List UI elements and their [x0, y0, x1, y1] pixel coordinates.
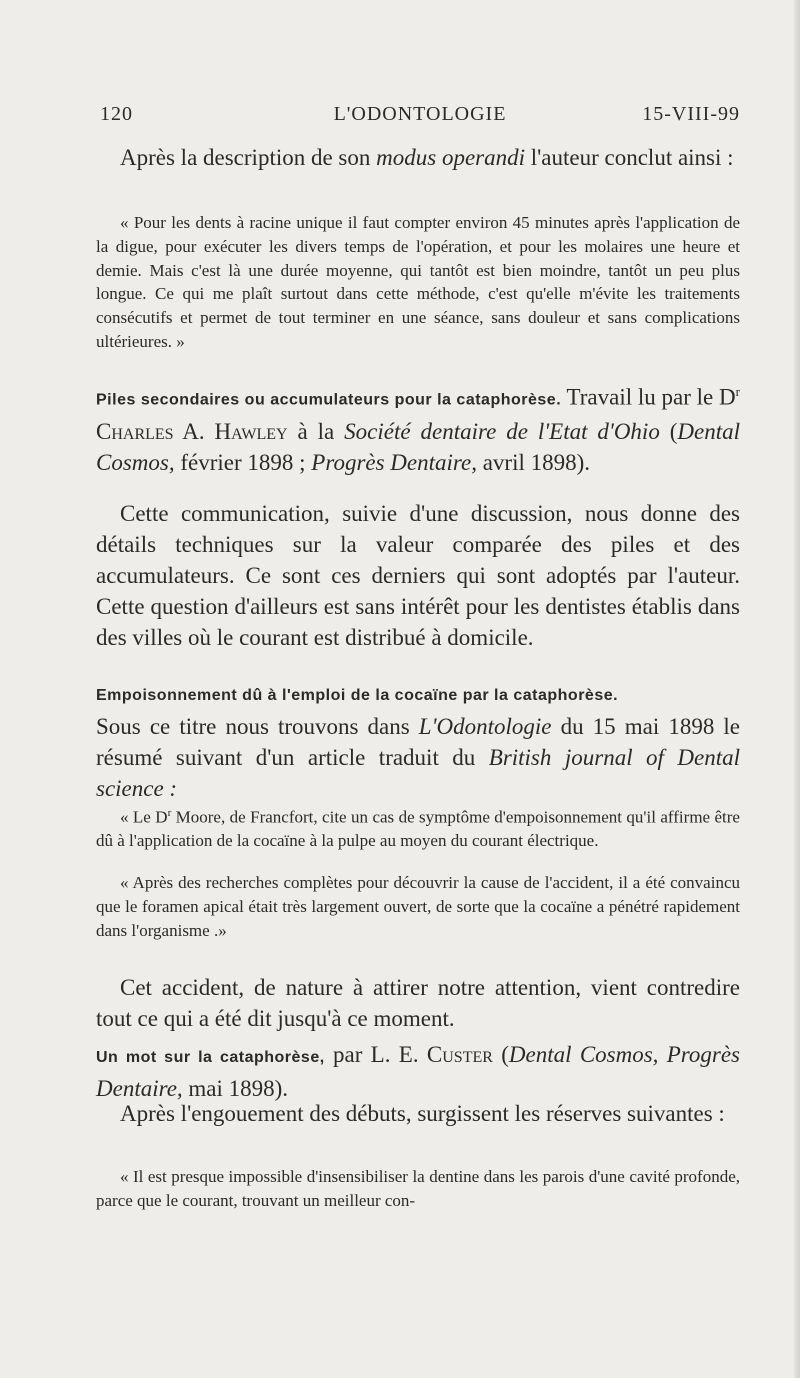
text: (: [659, 418, 678, 444]
text: février 1898 ;: [174, 449, 312, 475]
author-name: Custer: [426, 1042, 493, 1067]
author-name: Charles A. Hawley: [96, 418, 288, 444]
text: l'auteur conclut ainsi :: [525, 145, 734, 170]
text: Moore, de Francfort, cite un cas de symptôme d'empoisonnement qu'il affirme être dû à l'application de la cocaïne à la pulpe au moyen du courant électrique.: [96, 807, 740, 851]
quote-paragraph: « Il est presque impossible d'insensibiliser la dentine dans les parois d'une cavité profonde, parce que le courant, trouvant un meilleur con-: [96, 1167, 740, 1210]
text: par L. E.: [324, 1042, 427, 1067]
text: Travail lu par le D: [561, 384, 736, 410]
body-paragraph: Après l'engouement des débuts, surgissent les réserves suivantes :: [120, 1101, 725, 1126]
body-paragraph: Cet accident, de nature à attirer notre attention, vient contredire tout ce qui a été dit jusqu'à ce moment.: [96, 975, 740, 1031]
superscript: r: [167, 807, 172, 819]
text: du 15 mai 1898 le résumé suivant d'un article traduit du: [96, 714, 740, 770]
quote-paragraph: [96, 802, 740, 853]
italic-text: Dental Cosmos, Progrès Dentaire,: [96, 1042, 740, 1101]
text: Après la description de son: [120, 145, 377, 170]
page-edge: [794, 0, 800, 1378]
intro-paragraph: [96, 142, 740, 173]
italic-text: British journal of Dental science :: [96, 745, 740, 801]
italic-text: modus operandi: [376, 145, 526, 170]
text: (: [492, 1042, 509, 1067]
text: avril 1898).: [476, 449, 591, 475]
superscript: r: [735, 384, 740, 399]
italic-text: Société dentaire de l'Etat d'Ohio: [344, 418, 660, 444]
page-number: 120: [100, 103, 133, 125]
quote-paragraph: « Après des recherches complètes pour découvrir la cause de l'accident, il a été convaincu que le foramen apical était très largement ouvert, de sorte que la cocaïne a pénétré rapidement dans l'organisme .»: [96, 873, 740, 940]
issue-date: 15-VIII-99: [642, 103, 740, 125]
body-paragraph: Cette communication, suivie d'une discussion, nous donne des détails techniques sur la valeur comparée des piles et des accumulateurs. Ce sont ces derniers qui sont adoptés par l'auteur. Cette question d'ailleurs est sans intérêt pour les dentistes établis dans des villes où le courant est distribué à domicile.: [96, 501, 740, 650]
text: Sous ce titre nous trouvons dans: [96, 714, 419, 739]
italic-text: Progrès Dentaire,: [311, 449, 477, 475]
italic-text: Dental Cosmos,: [96, 418, 741, 475]
section-heading: Un mot sur la cataphorèse,: [96, 1049, 325, 1066]
text: mai 1898).: [182, 1076, 289, 1101]
text: à la: [287, 418, 345, 444]
running-head: [100, 103, 740, 133]
section-heading: Empoisonnement dû à l'emploi de la cocaïne par la cataphorèse.: [96, 687, 619, 704]
section-custer: [96, 1039, 740, 1104]
journal-title: L'ODONTOLOGIE: [333, 103, 507, 125]
section-heading: Piles secondaires ou accumulateurs pour la cataphorèse.: [96, 391, 562, 409]
text: « Le D: [120, 807, 168, 827]
section-piles: [96, 376, 740, 478]
section-cocaine: [96, 680, 740, 804]
italic-text: L'Odontologie: [418, 714, 552, 739]
quote-paragraph: « Pour les dents à racine unique il faut compter environ 45 minutes après l'application de la digue, pour exécuter les divers temps de l'opération, et pour les molaires une heure et demie. Mais c'est là une durée moyenne, qui tantôt est bien moindre, tantôt un peu plus longue. Ce qui me plaît surtout dans cette méthode, c'est qu'elle m'évite les traitements consécutifs et permet de tout terminer en une séance, sans douleur et sans complications ultérieures. »: [96, 213, 740, 351]
